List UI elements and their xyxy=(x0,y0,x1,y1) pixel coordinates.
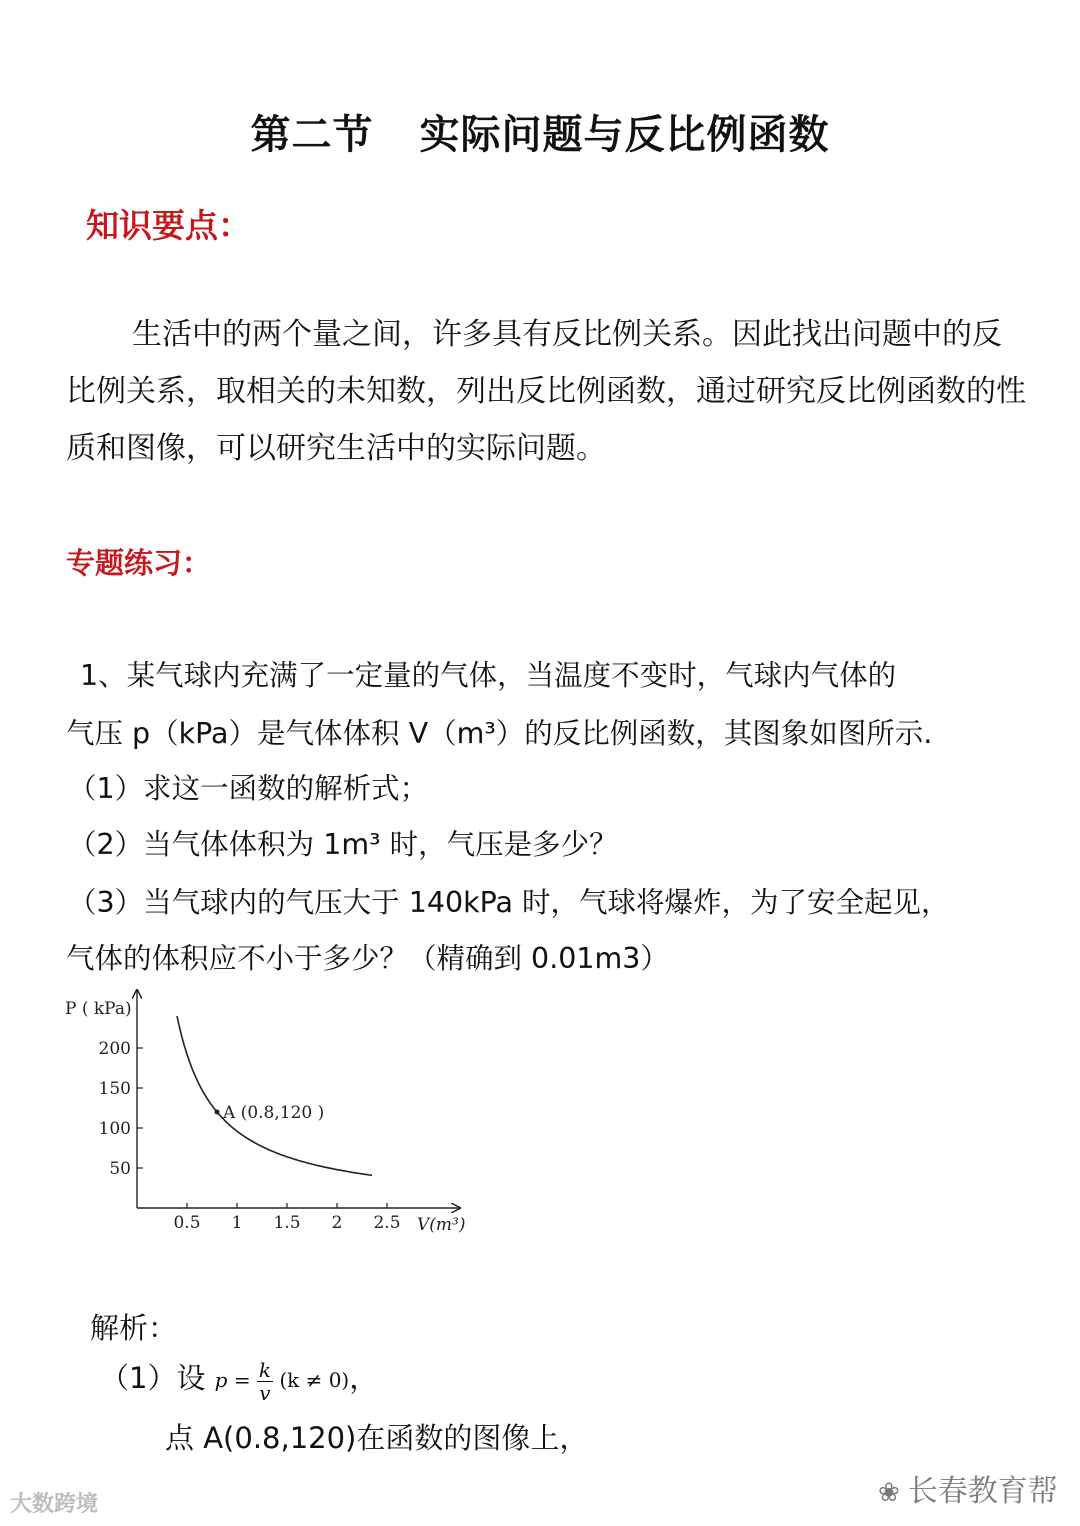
solution-step-1 xyxy=(100,1350,378,1409)
point-a-label: A (0.8,120 ) xyxy=(223,1103,325,1123)
title-topic: 实际问题与反比例函数 xyxy=(419,112,830,158)
x-tick-label: 0.5 xyxy=(173,1213,201,1233)
watermark-right-text: 长春教育帮 xyxy=(907,1474,1058,1509)
step1-prefix: （1）设 xyxy=(100,1361,206,1395)
watermark-left: 大数跨境 xyxy=(10,1492,99,1517)
x-tick-label: 2 xyxy=(331,1213,343,1233)
y-tick-label: 200 xyxy=(98,1039,131,1059)
x-tick-label: 1.5 xyxy=(273,1213,301,1233)
pressure-volume-chart xyxy=(55,980,475,1240)
y-tick-label: 150 xyxy=(98,1079,131,1099)
solution-heading: 解析： xyxy=(90,1311,178,1345)
page-title xyxy=(0,103,1080,160)
question-3b: 气体的体积应不小于多少？（精确到 0.01m3） xyxy=(66,942,669,975)
y-tick-label: 100 xyxy=(98,1119,131,1139)
formula-fraction xyxy=(257,1359,273,1404)
wechat-icon: ❀ xyxy=(878,1478,900,1508)
knowledge-heading: 知识要点： xyxy=(86,206,251,245)
solution-step-2: 点 A(0.8,120)在函数的图像上， xyxy=(165,1421,589,1455)
formula-condition: (k ≠ 0) xyxy=(279,1367,350,1392)
question-3a: （3）当气球内的气压大于 140kPa 时，气球将爆炸，为了安全起见， xyxy=(68,886,950,919)
step1-suffix: ， xyxy=(349,1361,379,1395)
problem-line-1: 1、某气球内充满了一定量的气体，当温度不变时，气球内气体的 xyxy=(80,659,897,692)
x-tick-label: 1 xyxy=(231,1213,243,1233)
title-section: 第二节 xyxy=(250,112,374,158)
series-line-p xyxy=(177,1016,372,1175)
formula-numerator: k xyxy=(258,1357,272,1382)
point-a-marker xyxy=(215,1110,220,1115)
question-1: （1）求这一函数的解析式； xyxy=(68,772,429,805)
intro-paragraph: 生活中的两个量之间，许多具有反比例关系。因此找出问题中的反比例关系，取相关的未知数，列出反比例函数，通过研究反比例函数的性质和图像，可以研究生活中的实际问题。 xyxy=(66,317,1026,466)
watermark-right xyxy=(878,1466,1058,1510)
formula-lhs: p = xyxy=(214,1367,251,1392)
formula xyxy=(215,1352,350,1409)
x-tick-label: 2.5 xyxy=(373,1213,401,1233)
y-axis-label: P ( kPa) xyxy=(65,999,132,1019)
problem-line-2: 气压 p（kPa）是气体体积 V（m³）的反比例函数，其图象如图所示. xyxy=(66,717,933,750)
formula-denominator: v xyxy=(259,1380,271,1405)
question-2: （2）当气体体积为 1m³ 时，气压是多少？ xyxy=(68,828,618,861)
x-axis-label: V(m³) xyxy=(417,1215,466,1235)
practice-heading: 专题练习： xyxy=(66,546,212,580)
y-tick-label: 50 xyxy=(109,1159,131,1179)
